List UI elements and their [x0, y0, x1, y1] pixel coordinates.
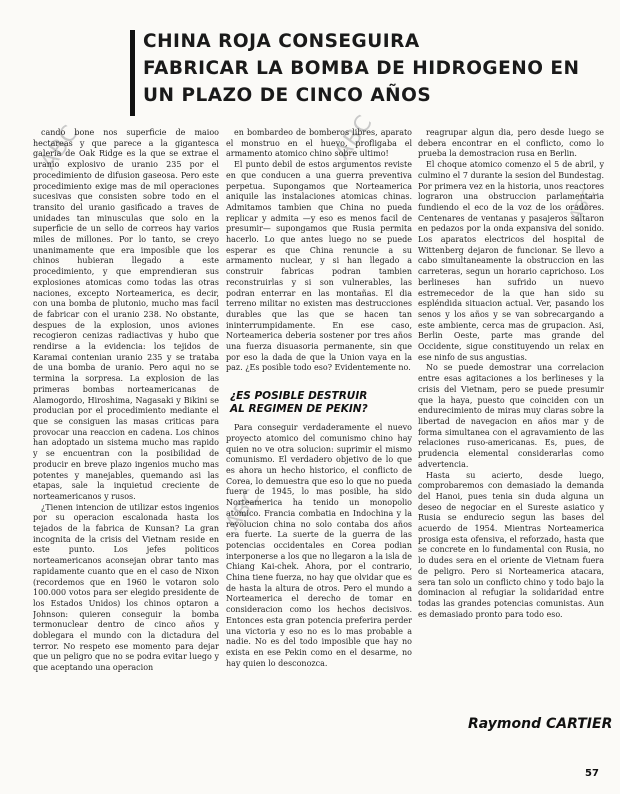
paragraph: en bombardeo de bomberos libres, aparato el monstruo en el huevo, profligaba el armamento atomico chino sobre ultimo! — [226, 128, 412, 159]
article-column-3 — [418, 128, 604, 728]
paragraph: Para conseguir verdaderamente el nuevo proyecto atomico del comunismo chino hay quien no ve otra solucion: suprimir el mismo comunismo. El verdadero objetivo de lo que es ahora un hecho historico, el conflicto de Corea, lo demuestra que eso lo que no pueda fuera de 1945, lo mas posible, ha sido Norteamerica ha tenido un monopolio atomico. Francia combatia en Indochina y la revolucion china no solo contaba dos años era fuerte. La suerte de la guerra de las potencias occidentales en Corea podian interponerse a los que no llegaron a la isla de Chiang Kai-chek. Ahora, por el contrario, China tiene fuerza, no hay que olvidar que es de hasta la altura de otros. Pero el mundo a Norteamerica el derecho de tomar en consideracion como los hechos decisivos. Entonces esta gran potencia preferira perder una victoria y eso no es lo mas probable a nadie. No es del todo imposible que hay no exista en ese Pekin como en el desarme, no hay quien lo desconozca. — [226, 423, 412, 668]
headline-rule — [130, 30, 135, 116]
headline-line-3: UN PLAZO DE CINCO AÑOS — [143, 85, 432, 106]
headline — [130, 28, 580, 116]
section-subhead — [230, 390, 412, 415]
author-signature: Raymond CARTIER — [468, 716, 613, 732]
paragraph: El choque atomico comenzo el 5 de abril, y culmino el 7 durante la sesion del Bundestag. Por primera vez en la historia, unos reactores lograron una obstruccion parlamentaria fundiendo el eco de la voz de los oradores. Centenares de ventanas y pasajeros saltaron en pedazos por la onda expansiva del sonido. Los aparatos electricos del hospital de Wittenberg dejaron de funcionar. Se llevo a cabo simultaneamente la obstruccion en las carreteras, segun un horario caprichoso. Los berlineses han sufrido un nuevo estremecedor de la que han sido su espléndida situacion actual. Ver, pasando los senos y los años y se van sobrecargando a este ambiente, cerca mas de grupacion. Asi, Berlin Oeste, parte mas grande del Occidente, sigue constituyendo un relax en ese ninfo de sus angustias. — [418, 160, 604, 362]
paragraph: El punto debil de estos argumentos reviste en que conducen a una guerra preventiva perpetua. Supongamos que Norteamerica aniquile las instalaciones atomicas chinas. Admitamos tambien que China no pueda replicar y admita —y eso es menos facil de presumir— supongamos que Rusia permita hacerlo. Lo que antes luego no se puede esperar es que China renuncie a su armamento nuclear, y si han llegado a construir fabricas podran tambien reconstruirlas y si son vulnerables, las podran enterrar en las montañas. El dia terreno militar no existen mas destrucciones durables que las que se hacen tan ininterrumpidamente. En ese caso, Norteamerica deberia sostener por tres años una fuerza disuasoria permanente, sin que por eso la dada de que la Union vaya en la paz. ¿Es posible todo eso? Evidentemente no. — [226, 160, 412, 373]
watermark: ABC — [220, 483, 265, 534]
page-number: 57 — [585, 768, 599, 779]
watermark: ABC — [36, 120, 85, 175]
subhead-line-1: ¿ES POSIBLE DESTRUIR — [230, 390, 368, 403]
watermark: ABC — [330, 110, 379, 165]
headline-line-2: FABRICAR LA BOMBA DE HIDROGENO EN — [143, 58, 580, 79]
paragraph: ¿Tienen intencion de utilizar estos ingenios por su operacion escalonada hasta los tejados de la fabrica de Kunsan? La gran incognita de la crisis del Vietnam reside en este punto. Los jefes politicos norteamericanos aconsejan obrar tanto mas rapidamente cuanto que en el caso de Nixon (recordemos que en 1960 le votaron solo 100.000 votos para ser elegido presidente de los Estados Unidos) los chinos optaron a Johnson: quieren conseguir la bomba termonuclear dentro de cinco años y doblegara el mundo con la dictadura del terror. No respeto ese momento para dejar que un peligro que no se podra evitar luego y que aceptando una operacion — [33, 502, 219, 673]
headline-line-1: CHINA ROJA CONSEGUIRA — [143, 31, 420, 52]
paragraph: reagrupar algun dia, pero desde luego se debera encontrar en el conflicto, como lo prueba la demostracion rusa en Berlin. — [418, 128, 604, 159]
paragraph: Hasta su acierto, desde luego, comprobaremos con demasiado la demanda del Hanoi, pues tenia sin duda alguna un deseo de negociar en el Sureste asiatico y Rusia se endurecio segun las bases del acuerdo de 1954. Mientras Norteamerica prosiga esta ofensiva, el reforzado, hasta que se concrete en lo fundamental con Rusia, no lo dudes sera en el oriente de Vietnam fuera de peligro. Pero si Norteamerica atacara, sera tan solo un conflicto chino y todo bajo la dominacion al refugiar la solidaridad entre todas las grandes potencias comunistas. Aun es demasiado pronto para todo eso. — [418, 470, 604, 619]
paragraph: No se puede demostrar una correlacion entre esas agitaciones a los berlineses y la crisis del Vietnam, pero se puede presumir que la haya, puesto que coinciden con un endurecimiento de miras muy claras sobre la libertad de navegacion en años mar y de forma simultanea con el agravamiento de las relaciones ruso-americanas. Es, pues, de prudencia elemental considerarlas como advertencia. — [418, 363, 604, 469]
watermark: ABC — [565, 183, 600, 225]
article-column-1 — [33, 128, 219, 788]
subhead-line-2: AL REGIMEN DE PEKIN? — [230, 402, 368, 415]
article-column-2 — [226, 128, 412, 788]
paragraph: cando bone nos superficie de maioo hectareas y que parece a la gigantesca galeria de Oak Ridge es la que se extrae el uranio explosivo de uranio 235 por el procedimiento de difusion gaseosa. Pero este procedimiento exige mas de mil operaciones sucesivas que consisten sobre todo en el transito del uranio gasificado a traves de unidades tan minusculas que solo en la superficie de un sello de correos hay varios miles de millones. Por lo tanto, se creyo unanimamente que era imposible que los chinos hubieran llegado a este procedimiento, y que emprendieran sus explosiones atomicas como todas las otras naciones, excepto Norteamerica, es decir, con una bomba de plutonio, mucho mas facil de fabricar con el uranio 238. No obstante, despues de la explosion, unos aviones recogieron cenizas radiactivas y hubo que rendirse a la evidencia: los tejidos de Karamai contenian uranio 235 y se trataba de una bomba de uranio. Pero aqui no se termina la sorpresa. La explosion de las primeras bombas norteamericanas de Alamogordo, Hiroshima, Nagasaki y Bikini se producian por el procedimiento mediante el que se consiguen las masas criticas para provocar una reaccion en cadena. Los chinos han adoptado un sistema mucho mas rapido y se encuentran con la posibilidad de producir en breve plazo ingenios mucho mas potentes y manejables, quemando asi las etapas, sale la inquietud creciente de norteamericanos y rusos. — [33, 128, 219, 501]
